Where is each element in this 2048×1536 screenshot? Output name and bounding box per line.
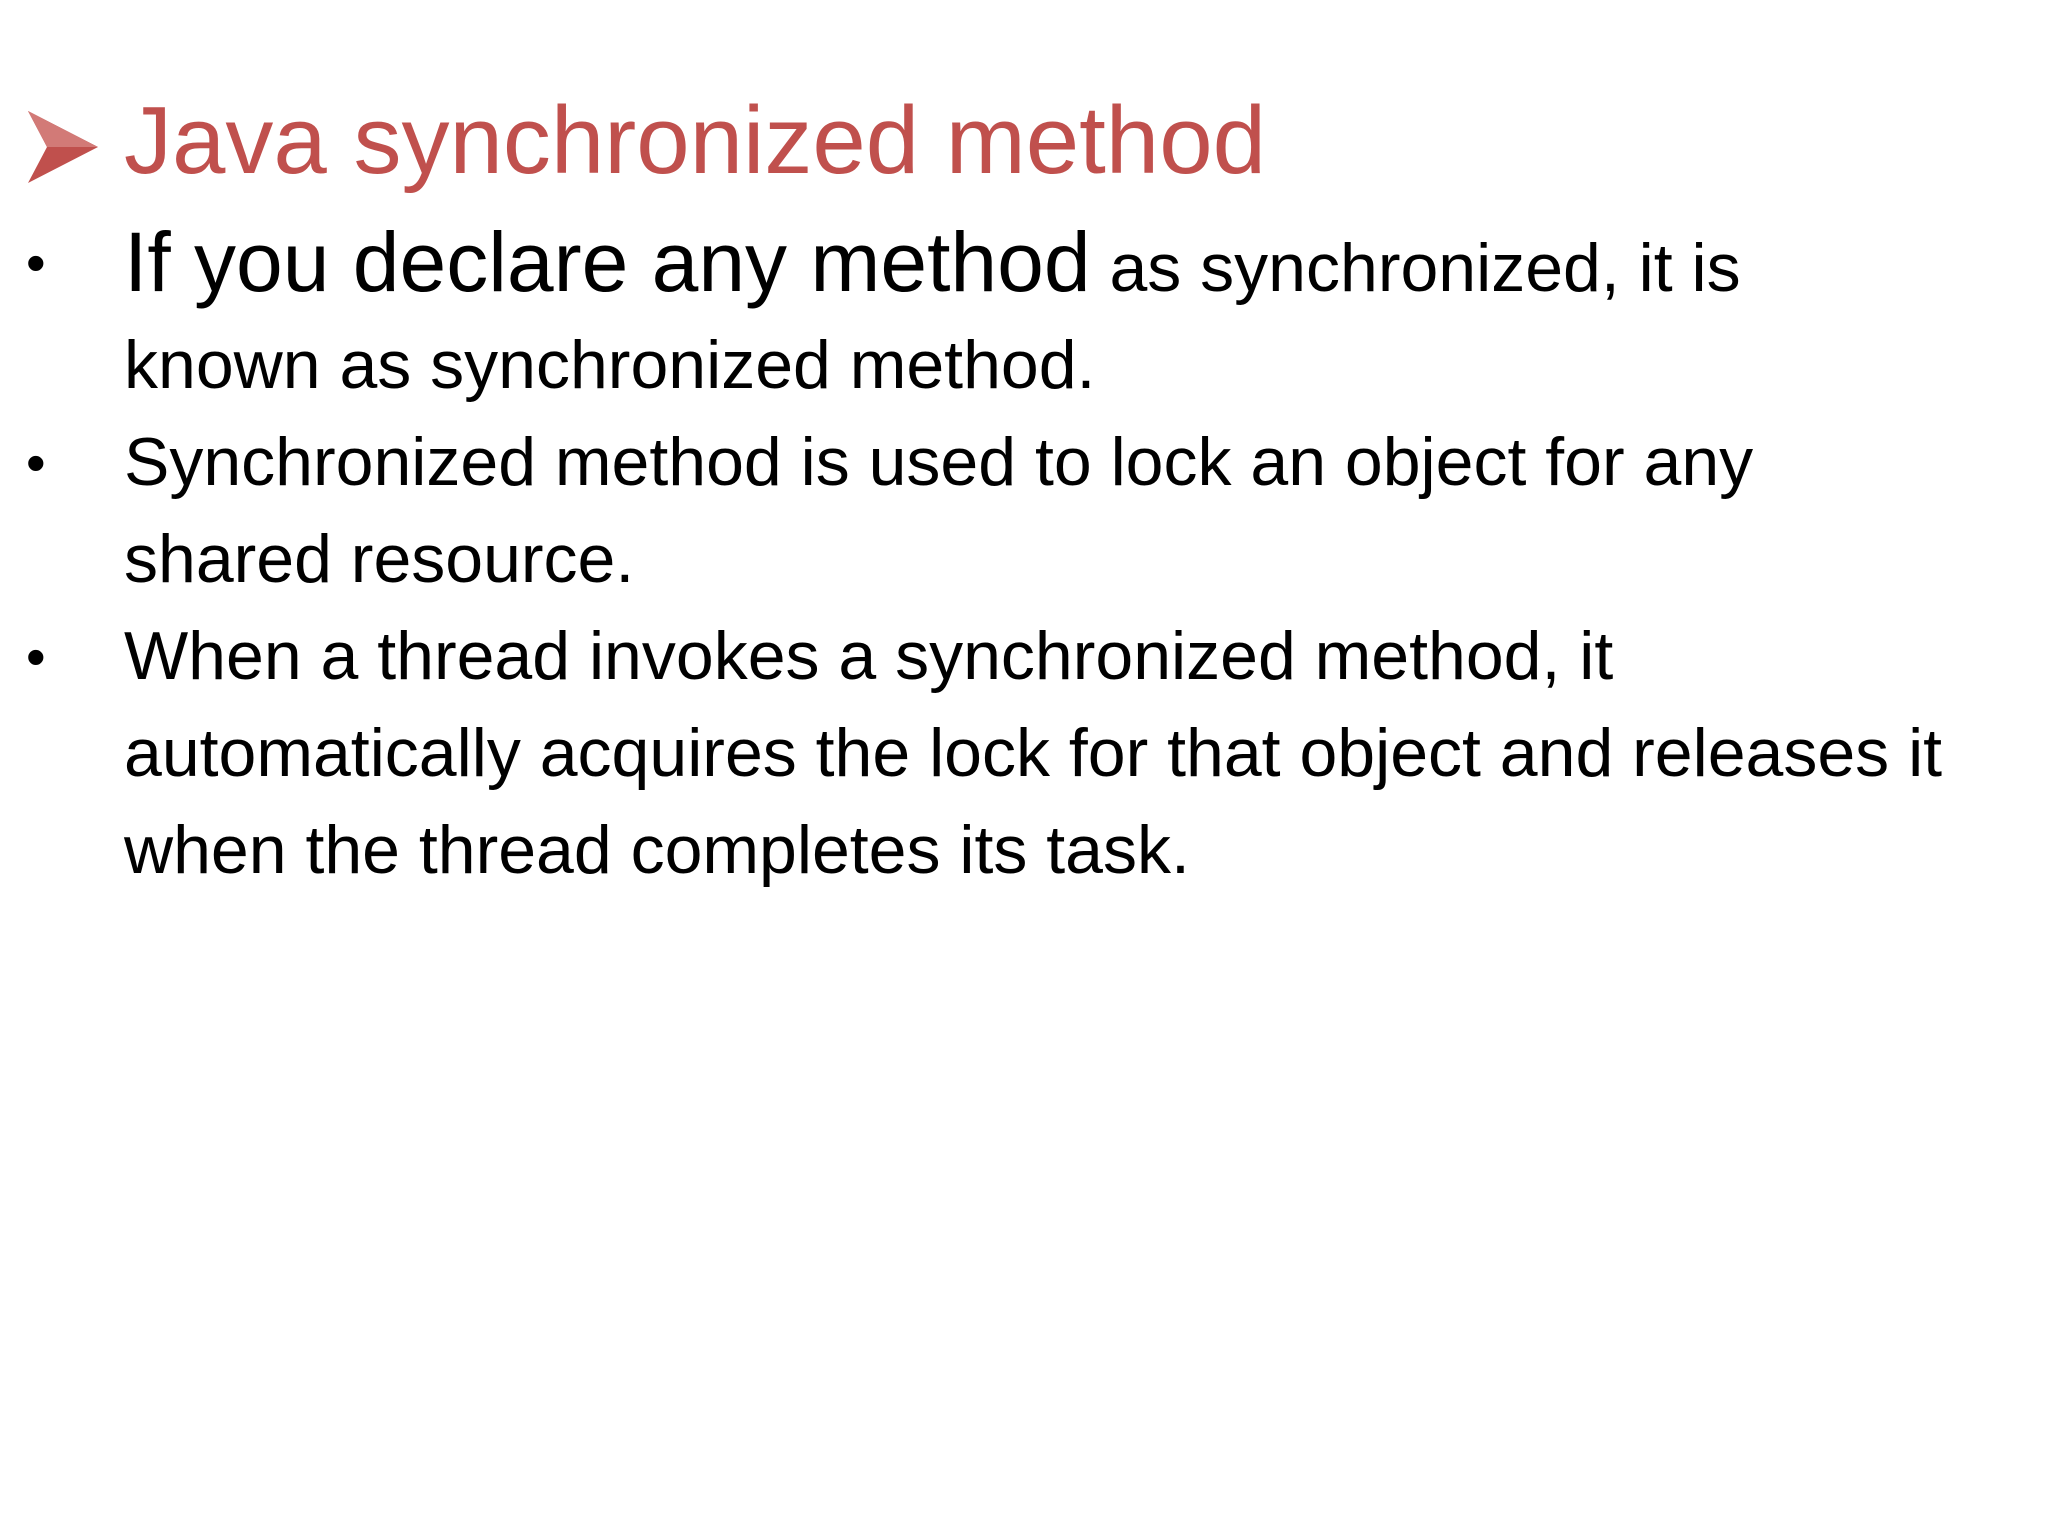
- bullet-list: [0, 214, 2048, 899]
- bullet-item: [0, 414, 1944, 608]
- bullet-item: [0, 608, 1944, 899]
- bullet-dot-icon: •: [26, 431, 46, 494]
- bullet-text: Synchronized method is used to lock an object for any shared resource.: [124, 424, 1754, 597]
- bullet-item: [0, 214, 1944, 414]
- title-row: [28, 87, 1266, 202]
- bullet-lead-text: If you declare any method: [124, 215, 1091, 309]
- slide-title: Java synchronized method: [124, 87, 1266, 194]
- bullet-text: [124, 214, 1944, 414]
- bullet-dot-icon: •: [26, 231, 46, 294]
- bullet-dot-icon: •: [26, 625, 46, 688]
- bullet-body-text: as synchronized, it is known as synchronized method.: [124, 230, 1741, 403]
- arrowhead-bullet-icon: [28, 111, 98, 183]
- bullet-text: When a thread invokes a synchronized method, it automatically acquires the lock for that object and releases it when the thread completes its task.: [124, 618, 1943, 888]
